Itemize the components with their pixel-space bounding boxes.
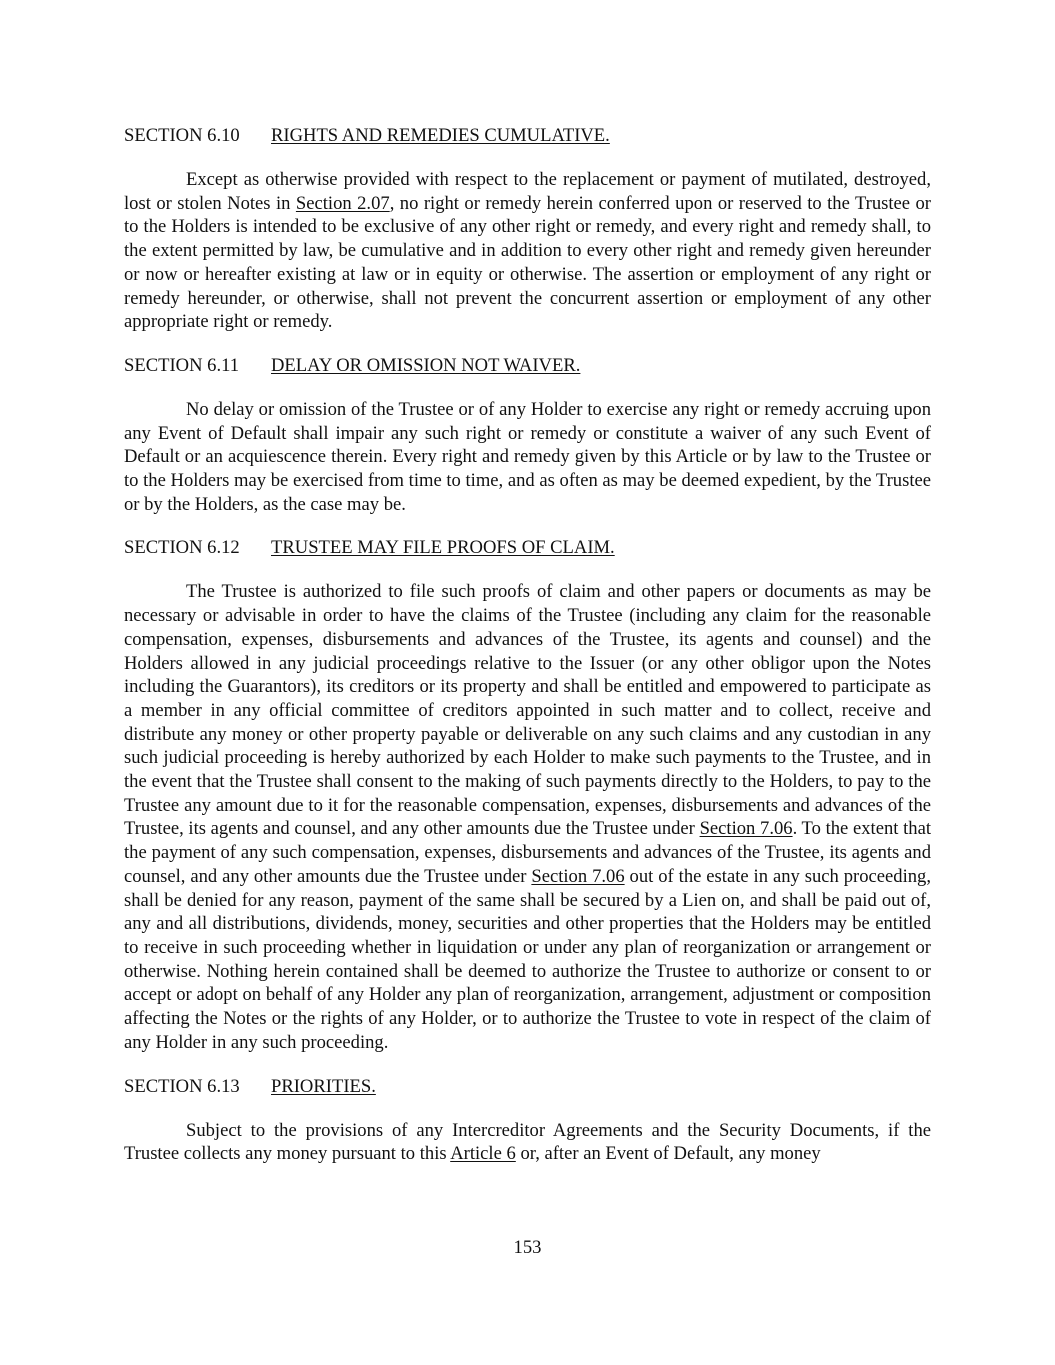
body-text: out of the estate in any such proceeding, shall be denied for any reason, payment of the same shall be secured by a Lien on, and shall be paid out of, any and all distributions, dividends, money, securities and other properties that the Holders may be entitled to receive in such proceeding whether in liquidation or under any plan of reorganization or arrangement or otherwise. Nothing herein contained shall be deemed to authorize the Trustee to authorize or consent to or accept or adopt on behalf of any Holder any plan of reorganization, arrangement, adjustment or composition affecting the Notes or the rights of any Holder, or to authorize the Trustee to vote in respect of the claim of any Holder in any such proceeding. bbox=[124, 865, 931, 1053]
section-title: TRUSTEE MAY FILE PROOFS OF CLAIM. bbox=[271, 537, 615, 559]
body-text: No delay or omission of the Trustee or of any Holder to exercise any right or remedy accruing upon any Event of Default shall impair any such right or remedy or constitute a waiver of any such Event of Default or an acquiescence therein. Every right and remedy given by this Article or by law to the Trustee or to the Holders may be exercised from time to time, and as often as may be deemed expedient, by the Trustee or by the Holders, as the case may be. bbox=[124, 398, 931, 515]
body-text: The Trustee is authorized to file such proofs of claim and other papers or documents as may be necessary or advisable in order to have the claims of the Trustee (including any claim for the reasonable compensation, expenses, disbursements and advances of the Trustee, its agents and counsel) and the Holders allowed in any judicial proceedings relative to the Issuer (or any other obligor upon the Notes including the Guarantors), its creditors or its property and shall be entitled and empowered to participate as a member in any official committee of creditors appointed in such matter and to collect, receive and distribute any money or other property payable or deliverable on any such claims and any custodian in any such judicial proceeding is hereby authorized by each Holder to make such payments to the Trustee, and in the event that the Trustee shall consent to the making of such payments directly to the Holders, to pay to the Trustee any amount due to it for the reasonable compensation, expenses, disbursements and advances of the Trustee, its agents and counsel, and any other amounts due the Trustee under bbox=[124, 581, 931, 840]
section-title: DELAY OR OMISSION NOT WAIVER. bbox=[271, 354, 581, 376]
cross-reference-section-7-06: Section 7.06 bbox=[531, 865, 625, 887]
section-body-6-13 bbox=[124, 1119, 931, 1166]
section-body-6-12 bbox=[124, 580, 931, 1054]
section-number: SECTION 6.13 bbox=[124, 1075, 240, 1097]
body-text: . To the extent that the payment of any such compensation, expenses, disbursements and advances of the Trustee, its agents and counsel, and any other amounts due the Trustee under bbox=[124, 818, 931, 887]
section-body-6-11 bbox=[124, 398, 931, 517]
section-heading-6-10 bbox=[124, 124, 931, 148]
page-number: 153 bbox=[513, 1237, 542, 1258]
section-title: RIGHTS AND REMEDIES CUMULATIVE. bbox=[271, 125, 610, 146]
section-heading-6-11 bbox=[124, 354, 931, 378]
document-page bbox=[124, 124, 931, 1166]
section-heading-6-13 bbox=[124, 1075, 931, 1099]
body-text: Subject to the provisions of any Intercreditor Agreements and the Security Documents, if the Trustee collects any money pursuant to this bbox=[124, 1119, 931, 1165]
section-title: PRIORITIES. bbox=[271, 1075, 376, 1097]
cross-reference-section-2-07: Section 2.07 bbox=[295, 192, 390, 214]
section-number: SECTION 6.12 bbox=[124, 537, 240, 559]
body-text: Except as otherwise provided with respect to the replacement or payment of mutilated, destroyed, lost or stolen Notes in bbox=[124, 169, 931, 214]
cross-reference-article-6: Article 6 bbox=[450, 1143, 516, 1165]
section-heading-6-12 bbox=[124, 536, 931, 560]
section-number: SECTION 6.11 bbox=[124, 354, 240, 376]
cross-reference-section-7-06: Section 7.06 bbox=[699, 818, 793, 840]
body-text: or, after an Event of Default, any money bbox=[515, 1143, 821, 1165]
section-number: SECTION 6.10 bbox=[124, 125, 240, 146]
body-text: , no right or remedy herein conferred upon or reserved to the Trustee or to the Holders is intended to be exclusive of any other right or remedy, and every right and remedy shall, to the extent permitted by law, be cumulative and in addition to every other right and remedy given hereunder or now or hereafter existing at law or in equity or otherwise. The assertion or employment of any right or remedy hereunder, or otherwise, shall not prevent the concurrent assertion or employment of any other appropriate right or remedy. bbox=[124, 192, 932, 333]
section-body-6-10 bbox=[124, 168, 931, 334]
